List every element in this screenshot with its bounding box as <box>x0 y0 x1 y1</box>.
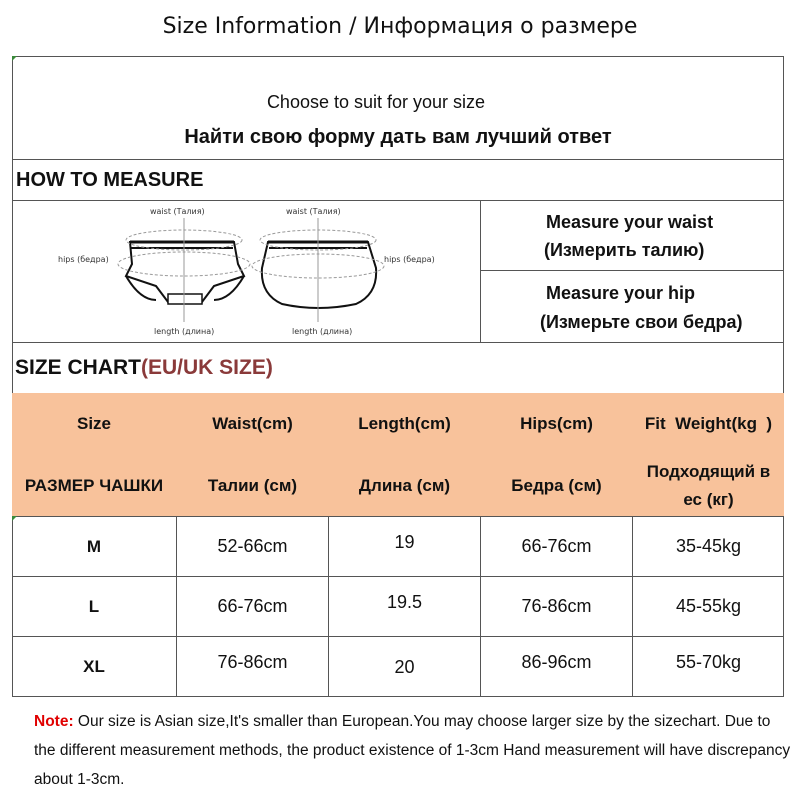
size-chart-region: (EU/UK SIZE) <box>141 356 273 379</box>
divider <box>12 159 784 160</box>
page-title: Size Information / Информация о размере <box>162 14 638 39</box>
length-label: length (длина) <box>292 327 353 336</box>
how-to-measure-heading: HOW TO MEASURE <box>16 169 204 191</box>
header-size: Size <box>76 414 112 433</box>
measure-hip-instruction: Measure your hip <box>546 283 696 303</box>
header-size-ru: РАЗМЕР ЧАШКИ <box>24 475 164 495</box>
table-cell-hips: 66-76cm <box>521 536 592 556</box>
header-length: Length(cm) <box>358 414 451 433</box>
back-view-diagram <box>252 207 435 336</box>
intro-english: Choose to suit for your size <box>266 92 486 112</box>
table-cell-length: 19.5 <box>386 592 423 612</box>
length-label: length (длина) <box>154 327 215 336</box>
table-cell-waist: 76-86cm <box>217 651 288 672</box>
header-hips: Hips(cm) <box>520 414 593 433</box>
table-cell-size: L <box>88 596 100 616</box>
corner-mark <box>12 56 17 61</box>
table-cell-hips: 86-96cm <box>521 651 592 672</box>
divider <box>12 200 784 201</box>
divider <box>480 270 784 271</box>
measure-waist-instruction: Measure your waist <box>546 212 714 232</box>
table-cell-hips: 76-86cm <box>521 596 592 616</box>
header-length-ru: Длина (см) <box>358 475 451 495</box>
waist-label: waist (Талия) <box>150 207 205 216</box>
hips-label: hips (бедра) <box>384 255 435 264</box>
header-fit-weight-ru: Подходящий в ес (кг) <box>646 461 771 509</box>
table-cell-weight: 45-55kg <box>675 596 742 616</box>
size-chart-title: SIZE CHART <box>15 356 141 379</box>
underwear-measurement-diagram <box>56 204 476 340</box>
waist-label: waist (Талия) <box>286 207 341 216</box>
header-waist-ru: Талии (см) <box>207 475 298 495</box>
table-cell-weight: 55-70kg <box>675 651 742 672</box>
divider <box>12 342 784 343</box>
table-cell-weight: 35-45kg <box>675 536 742 556</box>
hips-label: hips (бедра) <box>58 255 109 264</box>
intro-russian: Найти свою форму дать вам лучший ответ <box>184 126 612 148</box>
header-hips-ru: Бедра (см) <box>511 475 602 495</box>
front-view-diagram <box>58 207 250 336</box>
measure-hip-instruction-ru: (Измерьте свои бедра) <box>540 312 743 332</box>
note-label: Note: <box>34 713 74 730</box>
table-cell-length: 20 <box>394 656 415 677</box>
sizing-note <box>34 707 794 794</box>
header-waist: Waist(cm) <box>212 414 293 433</box>
table-cell-length: 19 <box>394 532 415 552</box>
measure-waist-instruction-ru: (Измерить талию) <box>544 240 705 260</box>
table-cell-size: XL <box>83 657 105 676</box>
table-cell-waist: 52-66cm <box>217 536 288 556</box>
table-cell-waist: 66-76cm <box>217 596 288 616</box>
note-text: Our size is Asian size,It's smaller than European.You may choose larger size by the sizechart. Due to the different measurement methods, the product existence of 1-3cm Hand measurement will have discrepancy about 1-3cm. <box>34 713 791 788</box>
table-cell-size: M <box>86 536 102 556</box>
header-fit-weight: Fit Weight(kg ) <box>644 414 773 433</box>
size-chart-heading <box>15 356 273 380</box>
divider <box>480 200 481 342</box>
